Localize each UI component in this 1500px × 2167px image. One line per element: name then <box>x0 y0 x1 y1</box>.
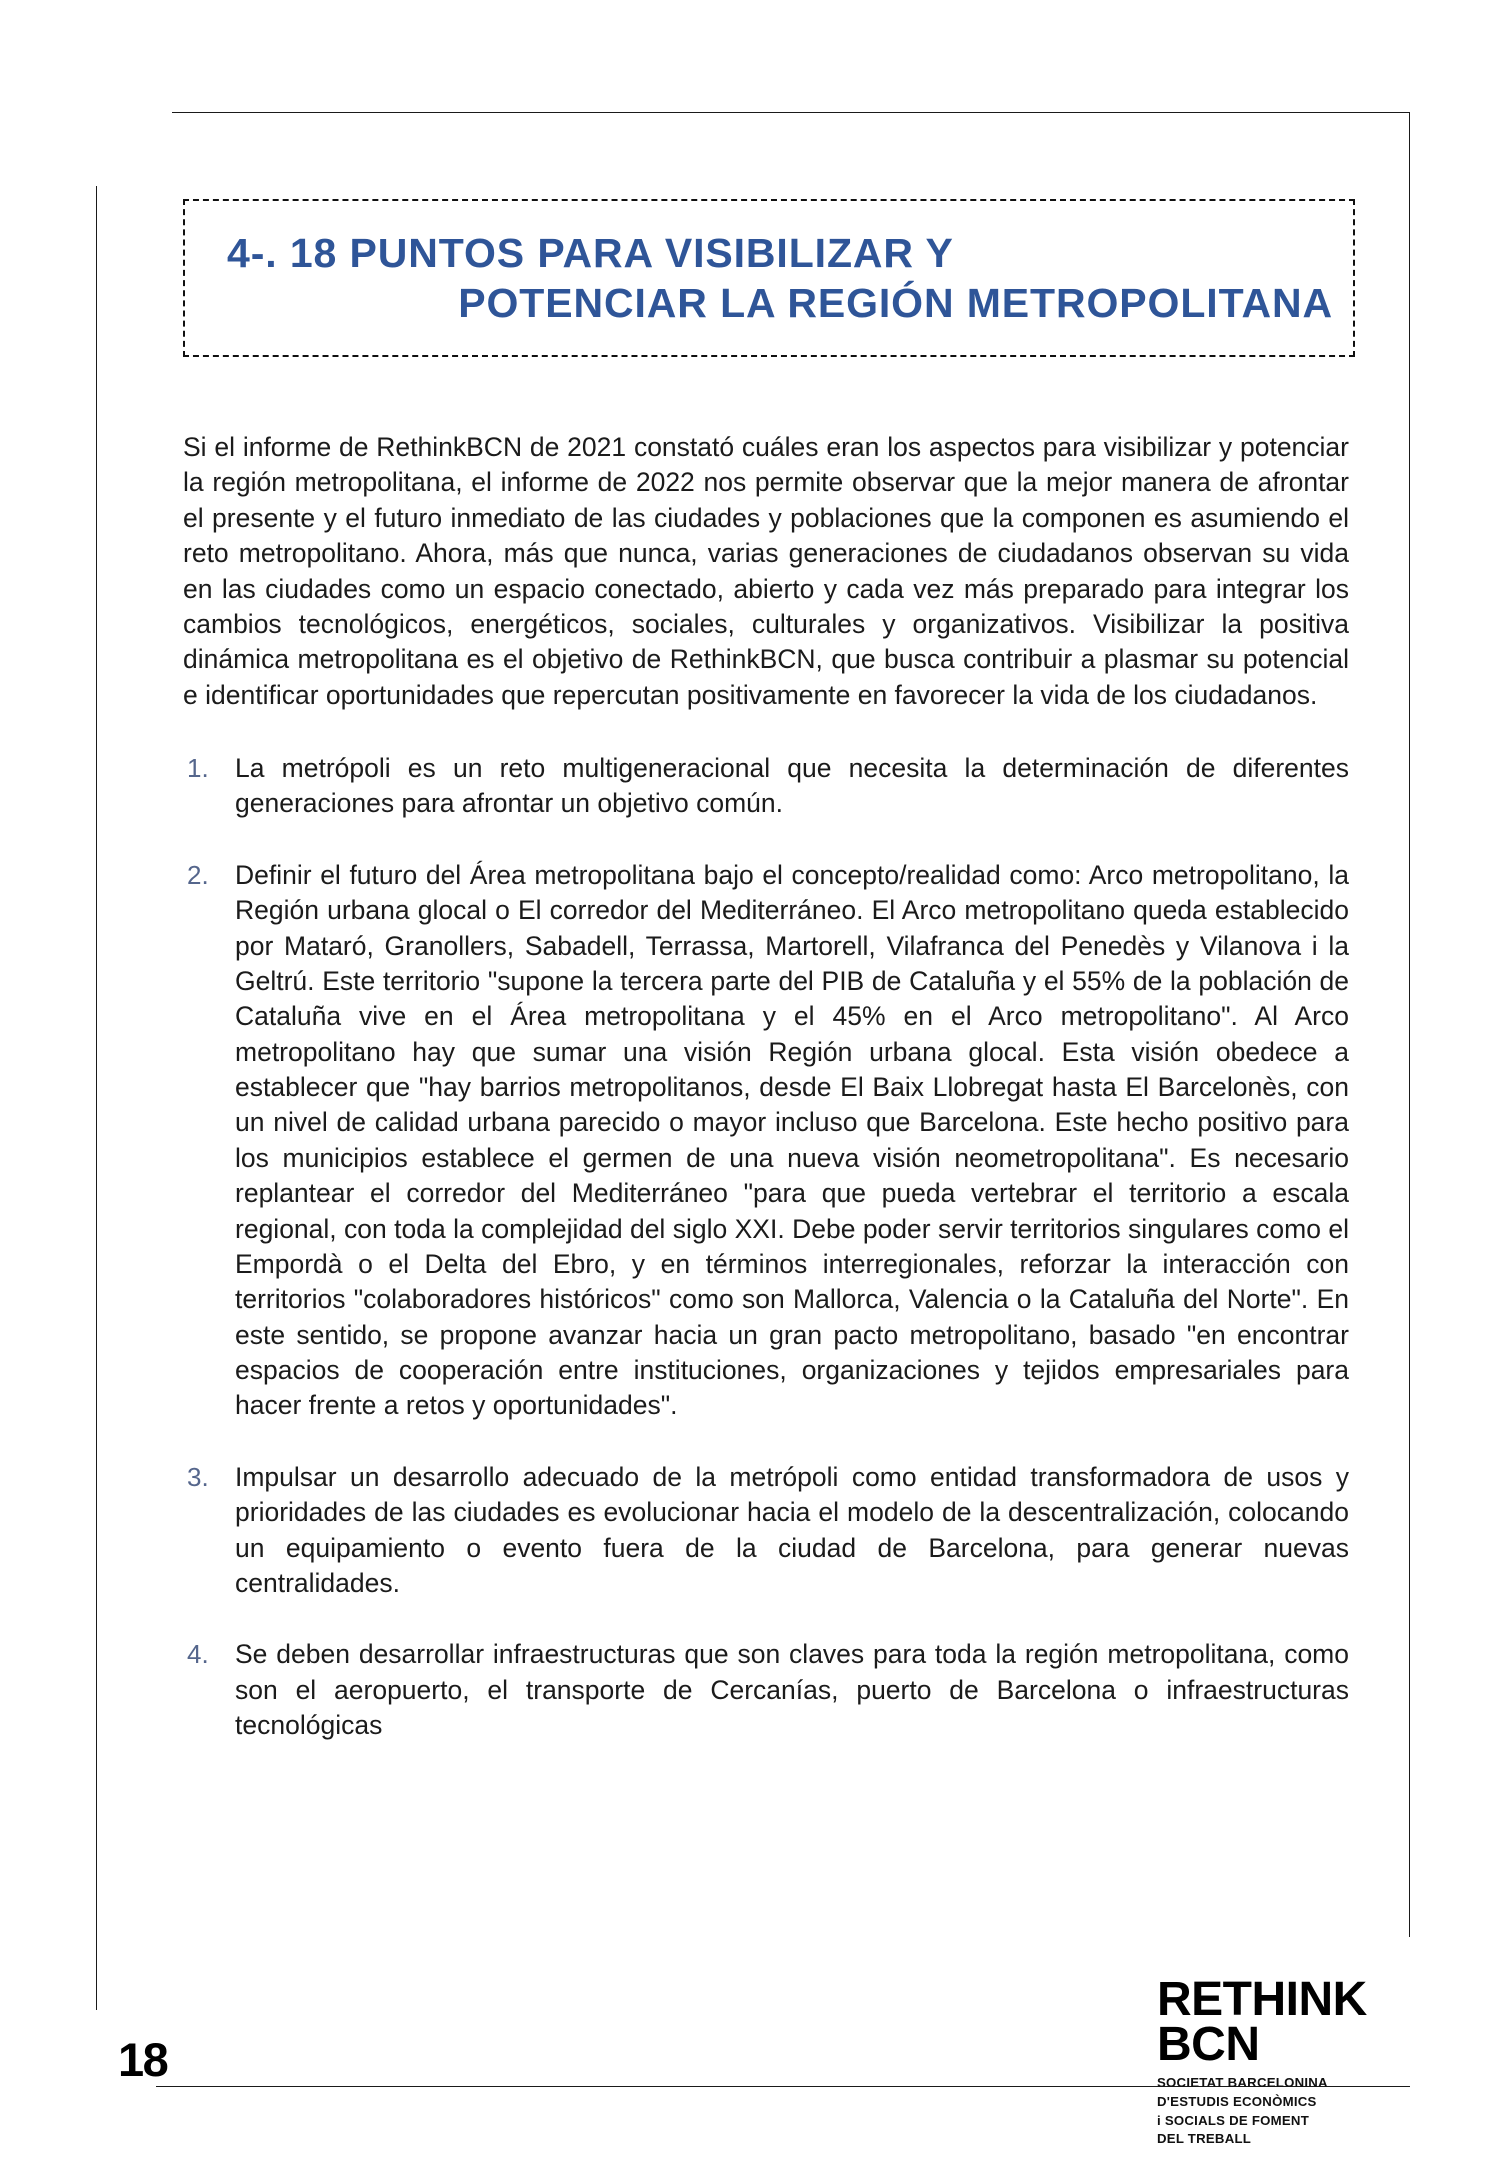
list-item-number: 1. <box>187 753 209 783</box>
list-item <box>183 1460 1349 1602</box>
list-item <box>183 858 1349 1424</box>
logo-subtitle-line-1: SOCIETAT BARCELONINA <box>1157 2075 1328 2091</box>
list-item-number: 4. <box>187 1639 209 1670</box>
list-item-number: 2. <box>187 859 209 890</box>
page-title-line-2: POTENCIAR LA REGIÓN METROPOLITANA <box>458 280 1333 326</box>
page-title-line-1: 4-. 18 PUNTOS PARA VISIBILIZAR Y <box>227 229 954 276</box>
right-margin-rule <box>1409 112 1410 1937</box>
list-item <box>183 1637 1349 1743</box>
list-item-text: Definir el futuro del Área metropolitana bajo el concepto/realidad como: Arco metropolitano, la Región urbana glocal o El corredor del Mediterráneo. El Arco metropolitano queda establecido por Mataró, Granollers, Sabadell, Terrassa, Martorell, Vilafranca del Penedès y Vilanova i la Geltrú. Este territorio "supone la tercera parte del PIB de Cataluña y el 55% de la población de Cataluña vive en el Área metropolitana y el 45% en el Arco metropolitano". Al Arco metropolitano hay que sumar una visión Región urbana glocal. Esta visión obedece a establecer que "hay barrios metropolitanos, desde El Baix Llobregat hasta El Barcelonès, con un nivel de calidad urbana parecido o mayor incluso que Barcelona. Este hecho positivo para los municipios establece el germen de una nueva visión neometropolitana". Es necesario replantear el corredor del Mediterráneo "para que pueda vertebrar el territorio a escala regional, con toda la complejidad del siglo XXI. Debe poder servir territorios singulares como el Empordà o el Delta del Ebro, y en términos interregionales, reforzar la interacción con territorios "colaboradores históricos" como son Mallorca, Valencia o la Cataluña del Norte". En este sentido, se propone avanzar hacia un gran pacto metropolitano, basado "en encontrar espacios de cooperación entre instituciones, organizaciones y tejidos empresariales para hacer frente a retos y oportunidades". <box>235 859 1349 1421</box>
section-title-box <box>183 199 1355 357</box>
page-number: 18 <box>118 2033 168 2086</box>
left-margin-rule <box>96 186 97 2010</box>
list-item-text: Impulsar un desarrollo adecuado de la metrópoli como entidad transformadora de usos y prioridades de las ciudades es evolucionar hacia el modelo de la descentralización, colocando un equipamiento o evento fuera de la ciudad de Barcelona, para generar nuevas centralidades. <box>235 1461 1349 1598</box>
intro-paragraph: Si el informe de RethinkBCN de 2021 constató cuáles eran los aspectos para visibilizar y potenciar la región metropolitana, el informe de 2022 nos permite observar que la mejor manera de afrontar el presente y el futuro inmediato de las ciudades y poblaciones que la componen es asumiendo el reto metropolitano. Ahora, más que nunca, varias generaciones de ciudadanos observan su vida en las ciudades como un espacio conectado, abierto y cada vez más preparado para integrar los cambios tecnológicos, energéticos, sociales, culturales y organizativos. Visibilizar la positiva dinámica metropolitana es el objetivo de RethinkBCN, que busca contribuir a plasmar su potencial e identificar oportunidades que repercutan positivamente en favorecer la vida de los ciudadanos. <box>183 432 1349 710</box>
logo-subtitle-line-2: D'ESTUDIS ECONÒMICS <box>1157 2093 1317 2109</box>
list-item-text: La metrópoli es un reto multigeneracional que necesita la determinación de diferentes generaciones para afrontar un objetivo común. <box>235 753 1349 819</box>
numbered-points-list <box>183 751 1349 1743</box>
logo-subtitle-line-3: i SOCIALS DE FOMENT <box>1157 2112 1310 2128</box>
list-item-number: 3. <box>187 1461 209 1492</box>
logo-subtitle <box>1157 2074 1419 2149</box>
logo-subtitle-line-4: DEL TREBALL <box>1157 2131 1252 2147</box>
logo-wordmark-line-2: BCN <box>1157 2017 1260 2071</box>
list-item <box>183 751 1349 822</box>
logo-wordmark-line-1: RETHINK <box>1157 1973 1367 2026</box>
rethink-bcn-logo <box>1157 1973 1419 2149</box>
header-rule <box>172 112 1410 113</box>
page-content <box>183 430 1349 1743</box>
page-title <box>185 228 1353 328</box>
list-item-text: Se deben desarrollar infraestructuras que son claves para toda la región metropolitana, como son el aeropuerto, el transporte de Cercanías, puerto de Barcelona o infraestructuras tecnológicas <box>235 1639 1349 1740</box>
